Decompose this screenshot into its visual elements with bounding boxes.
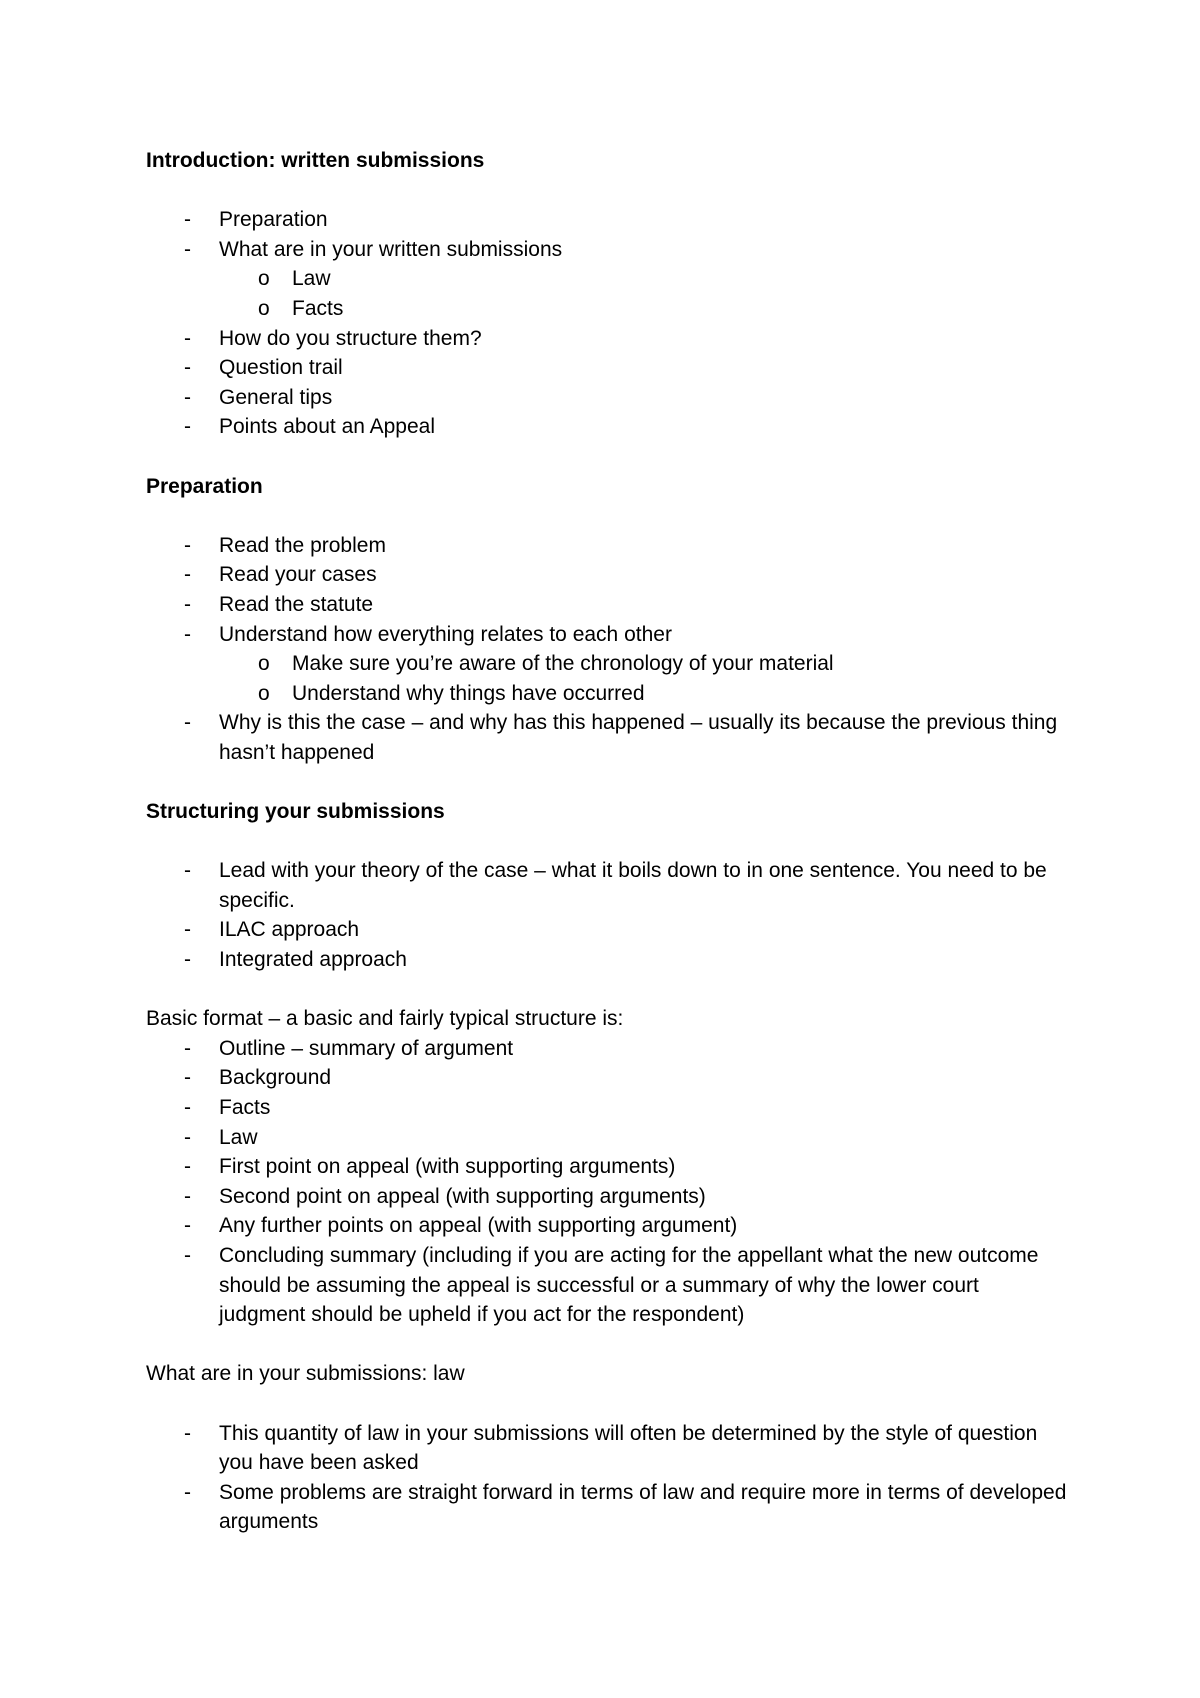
list-item: - First point on appeal (with supporting arguments) [146,1152,1070,1182]
sublist-introduction [146,264,1070,323]
list-preparation [146,531,1070,649]
list-item: - Read the problem [146,531,1070,561]
list-item: - Facts [146,1093,1070,1123]
sublist-item: o Law [146,264,1070,294]
section-heading-structuring: Structuring your submissions [146,800,445,824]
list-item: - Question trail [146,353,1070,383]
list-item: - Law [146,1123,1070,1153]
list-item: - This quantity of law in your submissions will often be determined by the style of question you have been asked [146,1419,1070,1478]
sublist-item: o Facts [146,294,1070,324]
list-item: - Understand how everything relates to each other [146,620,1070,650]
list-item: - General tips [146,383,1070,413]
section-heading-law: What are in your submissions: law [146,1362,465,1386]
list-basic-format [146,1034,1070,1330]
list-item: - Preparation [146,205,1070,235]
list-preparation-continued [146,708,1070,767]
list-item: - Some problems are straight forward in terms of law and require more in terms of developed arguments [146,1478,1070,1537]
list-introduction [146,205,1070,264]
section-heading-basic-format: Basic format – a basic and fairly typical structure is: [146,1007,624,1031]
sublist-preparation [146,649,1070,708]
list-item-text: What are in your written submissions [219,237,563,261]
list-item: - Points about an Appeal [146,412,1070,442]
list-item: - Concluding summary (including if you are acting for the appellant what the new outcome should be assuming the appeal is successful or a summary of why the lower court judgment should be upheld if you act for the respondent) [146,1241,1070,1330]
list-item: - How do you structure them? [146,324,1070,354]
list-item: - Why is this the case – and why has this happened – usually its because the previous thing hasn’t happened [146,708,1070,767]
list-item: - ILAC approach [146,915,1070,945]
list-item: - Background [146,1063,1070,1093]
list-item: - Read the statute [146,590,1070,620]
list-law [146,1419,1070,1537]
sublist-item: o Make sure you’re aware of the chronology of your material [146,649,1070,679]
section-heading-preparation: Preparation [146,474,263,498]
list-item-with-sublist [146,235,1070,265]
section-heading-introduction: Introduction: written submissions [146,149,485,172]
list-structuring [146,856,1070,974]
list-introduction-continued [146,324,1070,442]
list-item: - Outline – summary of argument [146,1034,1070,1064]
list-item: - Lead with your theory of the case – what it boils down to in one sentence. You need to be specific. [146,856,1070,915]
list-item: - Read your cases [146,560,1070,590]
list-item: - Second point on appeal (with supporting arguments) [146,1182,1070,1212]
list-item: - Any further points on appeal (with supporting argument) [146,1211,1070,1241]
sublist-item: o Understand why things have occurred [146,679,1070,709]
list-item: - Integrated approach [146,945,1070,975]
